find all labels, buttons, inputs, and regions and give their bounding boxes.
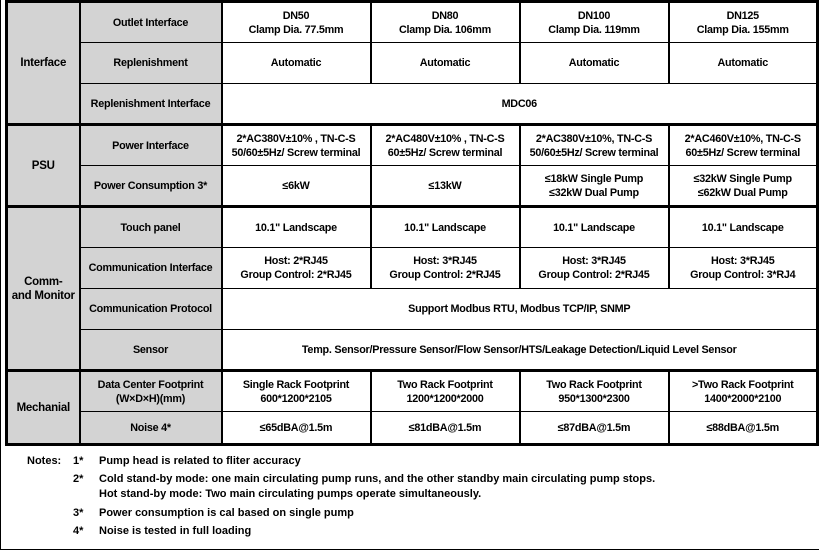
row-label-communication-protocol: Communication Protocol bbox=[80, 289, 222, 330]
category-comm-and-monitor bbox=[7, 207, 80, 371]
cell-power-interface-dn80: 2*AC480V±10% , TN-C-S 60±5Hz/ Screw terminal bbox=[371, 125, 520, 166]
note-text: Pump head is related to fliter accuracy bbox=[99, 455, 301, 467]
note-number: 1* bbox=[73, 455, 84, 467]
category-interface-label: Interface bbox=[20, 57, 67, 69]
note-number: 4* bbox=[73, 525, 84, 537]
category-comm-label-line1: Comm- bbox=[24, 275, 63, 288]
cell-footprint-dn80: Two Rack Footprint 1200*1200*2000 bbox=[371, 371, 520, 412]
cell-power-interface-dn125: 2*AC460V±10%, TN-C-S 60±5Hz/ Screw terminal bbox=[669, 125, 818, 166]
note-text: Cold stand-by mode: one main circulating pump runs, and the other standby main circulating pump stops. bbox=[99, 473, 656, 485]
cell-replenishment-dn125: Automatic bbox=[669, 43, 818, 84]
row-noise bbox=[7, 412, 818, 445]
category-comm-label-line2: and Monitor bbox=[11, 289, 75, 302]
notes-section bbox=[1, 446, 819, 542]
cell-outlet-dn100: DN100 Clamp Dia. 119mm bbox=[520, 2, 669, 43]
cell-footprint-dn50: Single Rack Footprint 600*1200*2105 bbox=[222, 371, 371, 412]
note-item-2 bbox=[73, 472, 655, 502]
cell-replenishment-interface-all: MDC06 bbox=[222, 84, 818, 125]
cell-comm-interface-dn50: Host: 2*RJ45 Group Control: 2*RJ45 bbox=[222, 248, 371, 289]
note-number: 3* bbox=[73, 507, 84, 519]
cell-communication-protocol-all: Support Modbus RTU, Modbus TCP/IP, SNMP bbox=[222, 289, 818, 330]
cell-footprint-dn125: >Two Rack Footprint 1400*2000*2100 bbox=[669, 371, 818, 412]
cell-power-interface-dn50: 2*AC380V±10% , TN-C-S 50/60±5Hz/ Screw terminal bbox=[222, 125, 371, 166]
category-mechanical bbox=[7, 371, 80, 445]
notes-items bbox=[73, 454, 655, 542]
cell-touch-panel-dn80: 10.1" Landscape bbox=[371, 207, 520, 248]
row-outlet-interface bbox=[7, 2, 818, 43]
cell-comm-interface-dn125: Host: 3*RJ45 Group Control: 3*RJ4 bbox=[669, 248, 818, 289]
category-psu-label: PSU bbox=[31, 159, 55, 172]
row-label-footprint: Data Center Footprint (W×D×H)(mm) bbox=[80, 371, 222, 412]
cell-power-consumption-dn50: ≤6kW bbox=[222, 166, 371, 207]
row-label-replenishment-interface: Replenishment Interface bbox=[80, 84, 222, 125]
cell-replenishment-dn50: Automatic bbox=[222, 43, 371, 84]
cell-outlet-dn80: DN80 Clamp Dia. 106mm bbox=[371, 2, 520, 43]
cell-noise-dn80: ≤81dBA@1.5m bbox=[371, 412, 520, 445]
cell-outlet-dn50: DN50 Clamp Dia. 77.5mm bbox=[222, 2, 371, 43]
cell-power-consumption-dn125: ≤32kW Single Pump ≤62kW Dual Pump bbox=[669, 166, 818, 207]
row-label-touch-panel: Touch panel bbox=[80, 207, 222, 248]
cell-power-consumption-dn100: ≤18kW Single Pump ≤32kW Dual Pump bbox=[520, 166, 669, 207]
row-footprint bbox=[7, 371, 818, 412]
cell-replenishment-dn80: Automatic bbox=[371, 43, 520, 84]
row-communication-interface bbox=[7, 248, 818, 289]
cell-outlet-dn125: DN125 Clamp Dia. 155mm bbox=[669, 2, 818, 43]
note-text: Power consumption is cal based on single pump bbox=[99, 507, 354, 519]
cell-footprint-dn100: Two Rack Footprint 950*1300*2300 bbox=[520, 371, 669, 412]
row-label-sensor: Sensor bbox=[80, 330, 222, 371]
cell-noise-dn100: ≤87dBA@1.5m bbox=[520, 412, 669, 445]
category-psu bbox=[7, 125, 80, 207]
row-label-power-interface: Power Interface bbox=[80, 125, 222, 166]
row-replenishment bbox=[7, 43, 818, 84]
row-label-power-consumption: Power Consumption 3* bbox=[80, 166, 222, 207]
cell-touch-panel-dn100: 10.1" Landscape bbox=[520, 207, 669, 248]
row-communication-protocol bbox=[7, 289, 818, 330]
notes-label: Notes: bbox=[27, 455, 62, 467]
cell-replenishment-dn100: Automatic bbox=[520, 43, 669, 84]
row-replenishment-interface bbox=[7, 84, 818, 125]
cell-power-consumption-dn80: ≤13kW bbox=[371, 166, 520, 207]
cell-sensor-all: Temp. Sensor/Pressure Sensor/Flow Sensor/HTS/Leakage Detection/Liquid Level Sensor bbox=[222, 330, 818, 371]
note-item-1 bbox=[73, 454, 655, 469]
cell-power-interface-dn100: 2*AC380V±10%, TN-C-S 50/60±5Hz/ Screw terminal bbox=[520, 125, 669, 166]
row-label-communication-interface: Communication Interface bbox=[80, 248, 222, 289]
cell-noise-dn125: ≤88dBA@1.5m bbox=[669, 412, 818, 445]
cell-touch-panel-dn125: 10.1" Landscape bbox=[669, 207, 818, 248]
note-item-4 bbox=[73, 524, 655, 539]
cell-touch-panel-dn50: 10.1" Landscape bbox=[222, 207, 371, 248]
cell-noise-dn50: ≤65dBA@1.5m bbox=[222, 412, 371, 445]
row-label-replenishment: Replenishment bbox=[80, 43, 222, 84]
spec-table bbox=[5, 0, 819, 446]
category-interface bbox=[7, 2, 80, 125]
row-sensor bbox=[7, 330, 818, 371]
note-text: Noise is tested in full loading bbox=[99, 525, 252, 537]
cell-comm-interface-dn100: Host: 3*RJ45 Group Control: 2*RJ45 bbox=[520, 248, 669, 289]
row-power-consumption bbox=[7, 166, 818, 207]
row-power-interface bbox=[7, 125, 818, 166]
row-label-noise: Noise 4* bbox=[80, 412, 222, 445]
category-mechanical-label: Mechanial bbox=[16, 401, 70, 414]
row-label-outlet-interface: Outlet Interface bbox=[80, 2, 222, 43]
cell-comm-interface-dn80: Host: 3*RJ45 Group Control: 2*RJ45 bbox=[371, 248, 520, 289]
note-item-3 bbox=[73, 506, 655, 521]
note-number: 2* bbox=[73, 473, 84, 485]
row-touch-panel bbox=[7, 207, 818, 248]
note-text: Hot stand-by mode: Two main circulating pumps operate simultaneously. bbox=[99, 488, 482, 500]
